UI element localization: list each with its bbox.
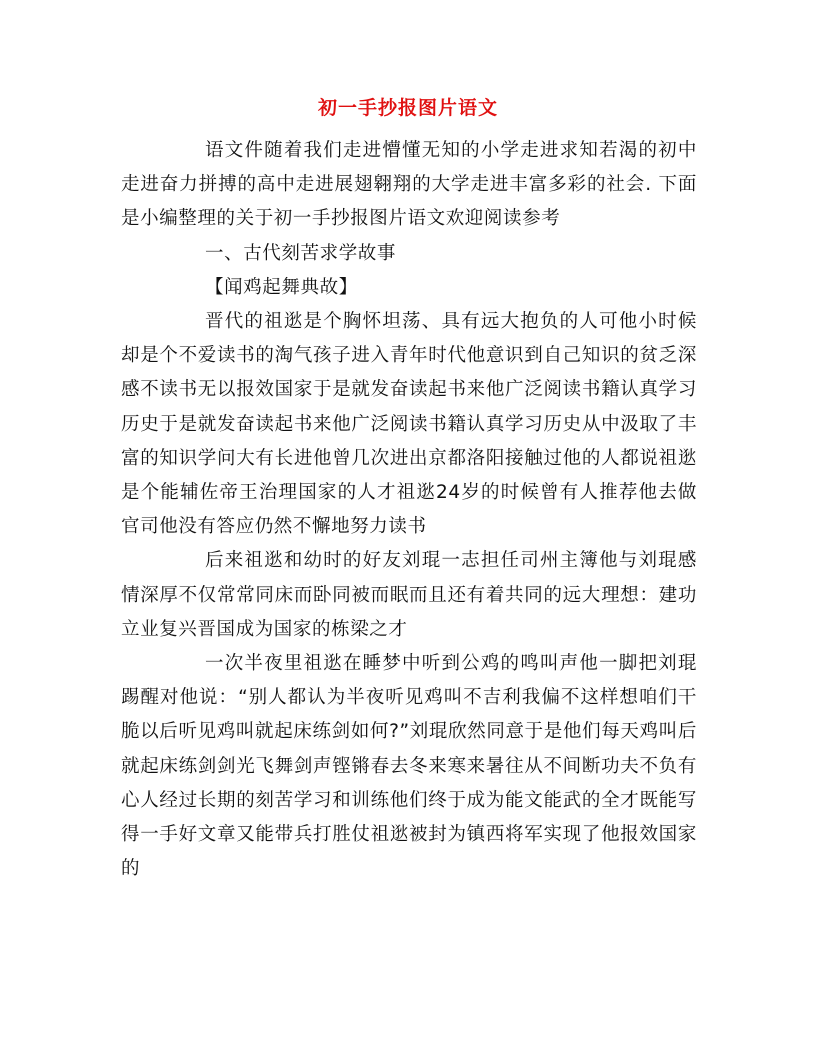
story-paragraph-3: 一次半夜里祖逖在睡梦中听到公鸡的鸣叫声他一脚把刘琨踢醒对他说：“别人都认为半夜听见鸡叫不吉利我偏不这样想咱们干脆以后听见鸡叫就起床练剑如何?”刘琨欣然同意于是他们每天鸡叫后就起床练剑剑光飞舞剑声铿锵春去冬来寒来暑往从不间断功夫不负有心人经过长期的刻苦学习和训练他们终于成为能文能武的全才既能写得一手好文章又能带兵打胜仗祖逖被封为镇西将军实现了他报效国家的 xyxy=(121,653,697,880)
story-heading: 【闻鸡起舞典故】 xyxy=(205,276,358,298)
story-paragraph-2: 后来祖逖和幼时的好友刘琨一志担任司州主簿他与刘琨感情深厚不仅常常同床而卧同被而眠而且还有着共同的远大理想：建功立业复兴晋国成为国家的栋梁之才 xyxy=(121,550,697,640)
document-title: 初一手抄报图片语文 xyxy=(317,97,498,119)
story-paragraph-1: 晋代的祖逖是个胸怀坦荡、具有远大抱负的人可他小时候却是个不爱读书的淘气孩子进入青年时代他意识到自己知识的贫乏深感不读书无以报效国家于是就发奋读起书来他广泛阅读书籍认真学习历史于是就发奋读起书来他广泛阅读书籍认真学习历史从中汲取了丰富的知识学问大有长进他曾几次进出京都洛阳接触过他的人都说祖逖是个能辅佐帝王治理国家的人才祖逖24岁的时候曾有人推荐他去做官司他没有答应仍然不懈地努力读书 xyxy=(121,311,697,538)
document-body xyxy=(121,134,697,886)
section-heading: 一、古代刻苦求学故事 xyxy=(205,242,397,264)
intro-paragraph: 语文件随着我们走进懵懂无知的小学走进求知若渴的初中走进奋力拼搏的高中走进展翅翱翔的大学走进丰富多彩的社会. 下面是小编整理的关于初一手抄报图片语文欢迎阅读参考 xyxy=(121,140,697,230)
